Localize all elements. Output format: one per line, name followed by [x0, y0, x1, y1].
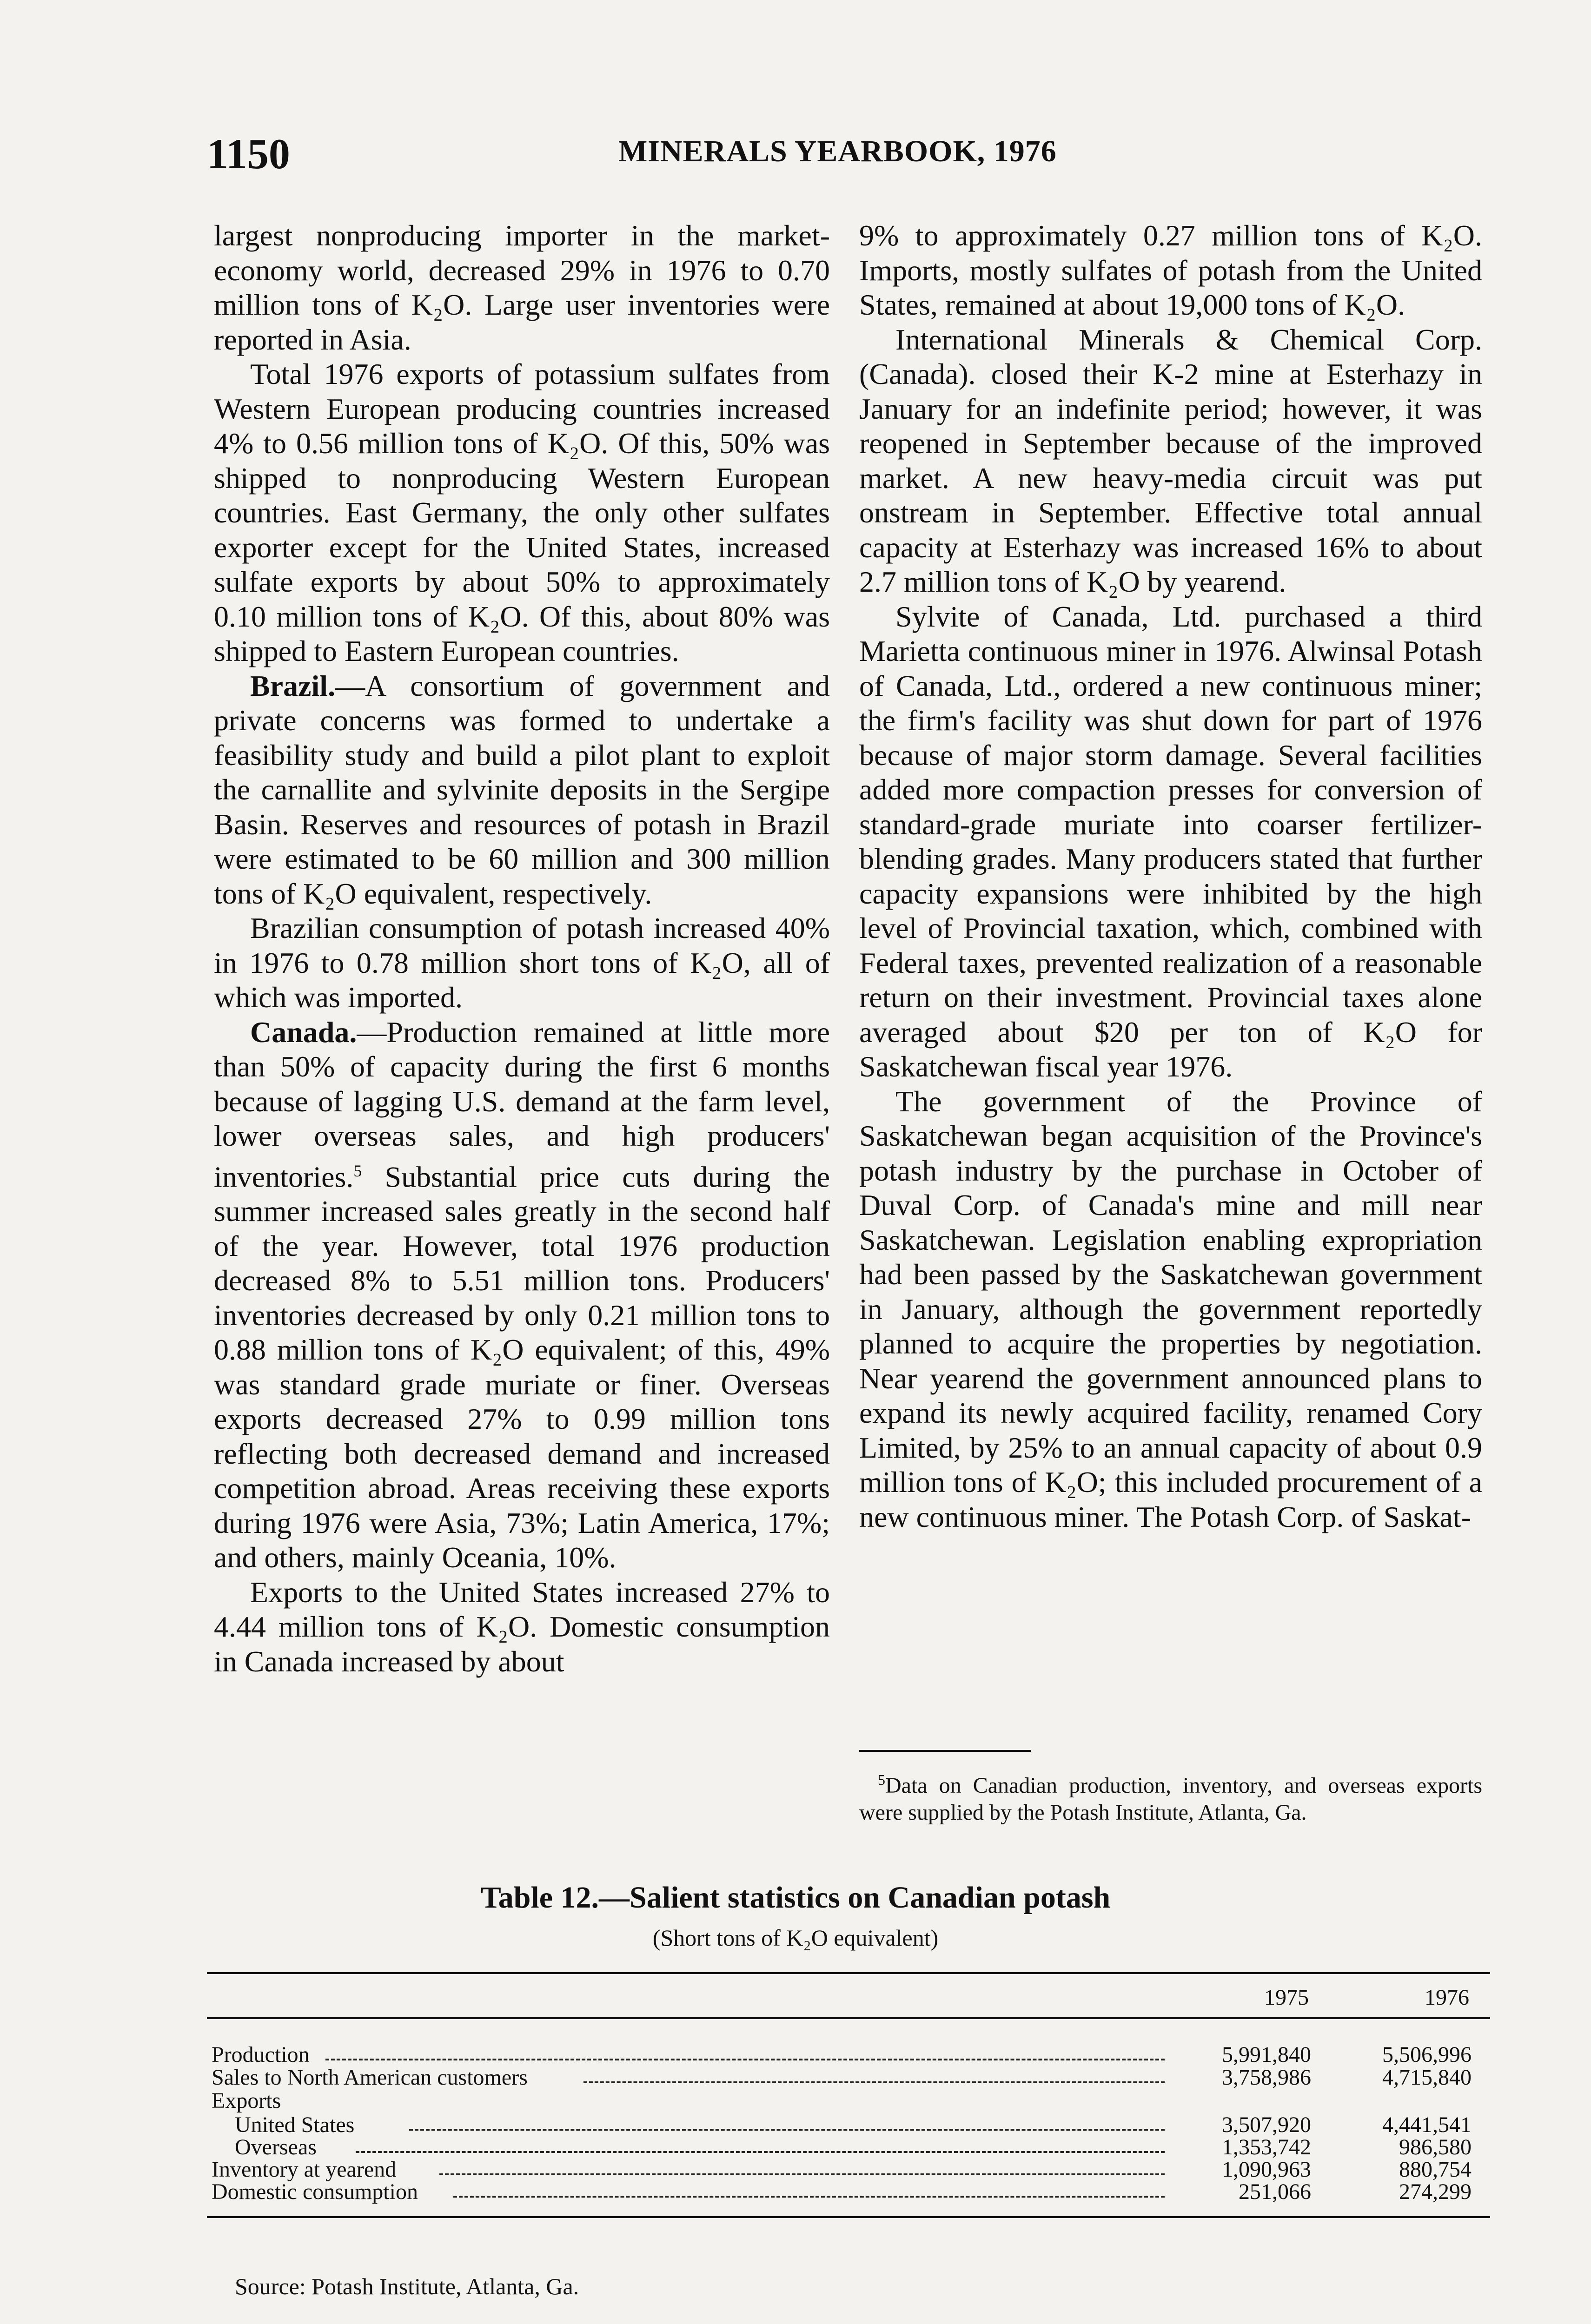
value-1975: 1,090,963	[1222, 2157, 1311, 2182]
left-column	[214, 218, 830, 1679]
table-row	[212, 2158, 1485, 2182]
row-label: Inventory at yearend	[212, 2157, 397, 2182]
column-header-1975: 1975	[1264, 1985, 1309, 2010]
paragraph-brazil	[214, 669, 830, 911]
footnote-reference: 5	[353, 1161, 362, 1180]
value-1975: 3,507,920	[1222, 2113, 1311, 2137]
leader-dots	[356, 2151, 1165, 2153]
section-heading-brazil: Brazil.	[250, 669, 336, 702]
row-label: Sales to North American customers	[212, 2065, 528, 2090]
page-number: 1150	[207, 130, 290, 178]
paragraph: The government of the Province of Saskatchewan began acquisition of the Province's potash industry by the purchase in October of Duval Corp. of Canada's mine and mill near Saskatchewan. Legislation enabling expropriation had been passed by the Saskatchewan government in January, although the government reportedly planned to acquire the properties by negotiation. Near yearend the government announced plans to expand its newly acquired facility, renamed Cory Limited, by 25% to an annual capacity of about 0.9 million tons of K₂O; this included procurement of a new continuous miner. The Potash Corp. of Saskat-	[859, 1084, 1482, 1533]
paragraph: 9% to approximately 0.27 million tons of K₂O. Imports, mostly sulfates of potash from the United States, remained at about 19,000 tons of K₂O.	[859, 219, 1482, 321]
paragraph: largest nonproducing importer in the market-economy world, decreased 29% in 1976 to 0.70 million tons of K₂O. Large user inventories were reported in Asia.	[214, 219, 830, 356]
table-row	[212, 2089, 1485, 2113]
column-header-1976: 1976	[1425, 1985, 1469, 2010]
table-row	[212, 2043, 1485, 2067]
table-row	[212, 2135, 1485, 2159]
row-label: United States	[235, 2113, 355, 2137]
value-1975: 1,353,742	[1222, 2135, 1311, 2159]
row-label: Production	[212, 2042, 310, 2067]
footnote-number: 5	[878, 1771, 885, 1788]
paragraph: Exports to the United States increased 27% to 4.44 million tons of K₂O. Domestic consumption in Canada increased by about	[214, 1575, 830, 1678]
row-label: Exports	[212, 2088, 281, 2113]
value-1975: 5,991,840	[1222, 2042, 1311, 2067]
paragraph-text: —A consortium of government and private concerns was formed to undertake a feasibility study and build a pilot plant to exploit the carnallite and sylvinite deposits in the Sergipe Basin. Reserves and resources of potash in Brazil were estimated to be 60 million and 300 million tons of K₂O equivalent, respectively.	[214, 669, 830, 910]
value-1976: 5,506,996	[1382, 2042, 1472, 2067]
value-1976: 4,441,541	[1382, 2113, 1472, 2137]
leader-dots	[583, 2081, 1165, 2083]
value-1976: 986,580	[1399, 2135, 1472, 2159]
section-heading-canada: Canada.	[250, 1015, 357, 1049]
value-1976: 274,299	[1399, 2179, 1472, 2204]
paragraph: Sylvite of Canada, Ltd. purchased a third Marietta continuous miner in 1976. Alwinsal Potash of Canada, Ltd., ordered a new continuous miner; the firm's facility was shut down for part of 1976 because of major storm damage. Several facilities added more compaction presses for conversion of standard-grade muriate into coarser fertilizer-blending grades. Many producers stated that further capacity expansions were inhibited by the high level of Provincial taxation, which, combined with Federal taxes, prevented realization of a reasonable return on their investment. Provincial taxes alone averaged about $20 per ton of K₂O for Saskatchewan fiscal year 1976.	[859, 600, 1482, 1083]
leader-dots	[453, 2196, 1165, 2198]
paragraph: Total 1976 exports of potassium sulfates from Western European producing countries increased 4% to 0.56 million tons of K₂O. Of this, 50% was shipped to nonproducing Western European countries. East Germany, the only other sulfates exporter except for the United States, increased sulfate exports by about 50% to approximately 0.10 million tons of K₂O. Of this, about 80% was shipped to Eastern European countries.	[214, 357, 830, 667]
footnote-text: Data on Canadian production, inventory, and overseas exports were supplied by the Potash Institute, Atlanta, Ga.	[859, 1773, 1482, 1825]
table-header-rule	[207, 2017, 1490, 2019]
table-row	[212, 2113, 1485, 2137]
footnote	[859, 1766, 1482, 1826]
leader-dots	[409, 2129, 1165, 2131]
table-row	[212, 2066, 1485, 2090]
leader-dots	[325, 2059, 1165, 2060]
right-column	[859, 218, 1482, 1534]
value-1975: 3,758,986	[1222, 2065, 1311, 2090]
row-label: Domestic consumption	[212, 2179, 418, 2204]
paragraph-text: —Production remained at little more than 50% of capacity during the first 6 months because of lagging U.S. demand at the farm level, lower overseas sales, and high producers' inventories.	[214, 1015, 830, 1193]
table-top-rule	[207, 1972, 1490, 1974]
paragraph: Brazilian consumption of potash increased 40% in 1976 to 0.78 million short tons of K₂O, all of which was imported.	[214, 911, 830, 1014]
leader-dots	[439, 2173, 1165, 2175]
table-bottom-rule	[207, 2216, 1490, 2218]
footnote-divider	[859, 1750, 1031, 1752]
value-1976: 880,754	[1399, 2157, 1472, 2182]
running-title: MINERALS YEARBOOK, 1976	[618, 134, 1057, 168]
table-title: Table 12.—Salient statistics on Canadian potash	[480, 1881, 1111, 1915]
table-row	[212, 2180, 1485, 2204]
paragraph: International Minerals & Chemical Corp. (Canada). closed their K-2 mine at Esterhazy in January for an indefinite period; however, it was reopened in September because of the improved market. A new heavy-media circuit was put onstream in September. Effective total annual capacity at Esterhazy was increased 16% to about 2.7 million tons of K₂O by yearend.	[859, 323, 1482, 598]
row-label: Overseas	[235, 2135, 317, 2159]
table-subtitle: (Short tons of K₂O equivalent)	[652, 1925, 939, 1951]
value-1976: 4,715,840	[1382, 2065, 1472, 2090]
paragraph-canada	[214, 1015, 830, 1575]
value-1975: 251,066	[1239, 2179, 1311, 2204]
table-source: Source: Potash Institute, Atlanta, Ga.	[235, 2273, 579, 2299]
paragraph-text: Substantial price cuts during the summer increased sales greatly in the second half of the year. However, total 1976 production decreased 8% to 5.51 million tons. Producers' inventories decreased by only 0.21 million tons to 0.88 million tons of K₂O equivalent; of this, 49% was standard grade muriate or finer. Overseas exports decreased 27% to 0.99 million tons reflecting both decreased demand and increased competition abroad. Areas receiving these exports during 1976 were Asia, 73%; Latin America, 17%; and others, mainly Oceania, 10%.	[214, 1160, 830, 1574]
